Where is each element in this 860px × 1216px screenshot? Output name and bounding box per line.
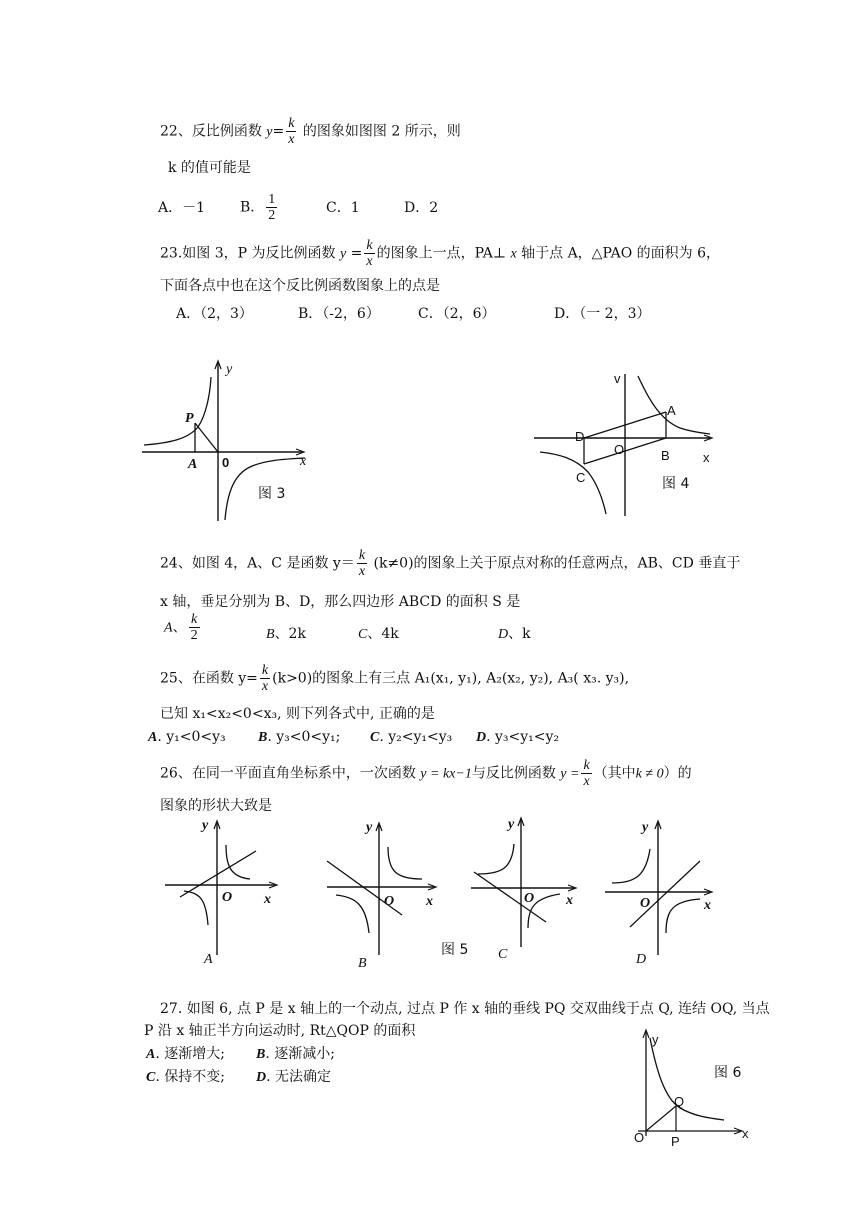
q23-option-c: C．（2，6） [418, 306, 496, 322]
fig5-option-b [322, 815, 447, 970]
q24-option-a [164, 612, 202, 643]
q27-option-a [146, 1045, 225, 1064]
fig6-hyperbola [650, 1038, 724, 1120]
q25-option-c [370, 728, 452, 747]
q23-option-d: D．（一 2，3） [554, 306, 651, 322]
q25-line2: 已知 x₁<x₂<0<x₃, 则下列各式中, 正确的是 [160, 706, 435, 722]
q27-option-a-text: . 逐渐增大; [155, 1046, 225, 1062]
q27-line1: 27. 如图 6, 点 P 是 x 轴上的一个动点, 过点 P 作 x 轴的垂线 PQ 交双曲线于点 Q, 连结 OQ, 当点 [160, 1001, 770, 1017]
fig5a-label-x: x [264, 892, 271, 907]
q22-option-b-num: 1 [268, 192, 276, 207]
fig5d-label: D [636, 952, 647, 967]
q24-option-d [498, 625, 531, 644]
q23-y: y [339, 246, 347, 262]
fig5b-hyperbola-left [336, 895, 369, 933]
fig4-caption: 图 4 [662, 476, 690, 492]
q24-numerator: k [358, 548, 366, 563]
q26-line2: 图象的形状大致是 [160, 798, 272, 814]
q24-option-d-text: 、k [508, 626, 531, 642]
figure-3 [140, 355, 315, 525]
q26-fraction [581, 758, 591, 789]
q27-option-d-text: . 无法确定 [266, 1069, 332, 1085]
q26-stem [160, 758, 692, 789]
q22-option-c: C．1 [326, 200, 360, 216]
q25-fraction [260, 663, 270, 694]
q25-option-c-text: . y₂<y₁<y₃ [379, 729, 453, 745]
q22-text-a: 22、反比例函数 [160, 123, 262, 140]
q27-option-c-prefix: C [146, 1070, 156, 1085]
fig4-label-y: v [614, 371, 621, 386]
fig5a-label: A [204, 952, 213, 967]
q22-y: y [266, 124, 273, 140]
fig5a-label-y: y [202, 818, 209, 833]
q27-option-d [256, 1068, 331, 1087]
fig3-label-x: x [300, 454, 307, 469]
q25-option-b [258, 728, 340, 747]
fig5b-label-y: y [366, 820, 373, 835]
fig5b-label-x: x [426, 894, 433, 909]
q24-text-a: 24、如图 4，A、C 是函数 y＝ [160, 555, 355, 572]
q24-option-d-prefix: D [498, 627, 509, 642]
fig6-segment-oq [646, 1106, 676, 1131]
q27-option-b-text: . 逐渐减小; [265, 1046, 335, 1062]
q22-option-b-den: 2 [268, 208, 276, 223]
q25-stem [160, 663, 629, 694]
fig4-label-b: B [661, 448, 670, 463]
q25-text-b: (k>0)的图象上有三点 A₁(x₁, y₁), A₂(x₂, y₂), A₃( x₃. y₃), [272, 670, 630, 687]
q25-option-a-prefix: A [148, 730, 158, 745]
fig5d-hyperbola-left [612, 849, 650, 883]
q27-option-c-text: . 保持不变; [155, 1069, 225, 1085]
q22-eq: = [272, 123, 285, 140]
q22-line2: k 的值可能是 [168, 160, 251, 176]
q27-option-b [256, 1045, 335, 1064]
q26-text-a: 26、在同一平面直角坐标系中，一次函数 [160, 765, 416, 782]
q22-option-b-prefix: B． [240, 199, 265, 216]
fig4-label-a: A [667, 403, 676, 418]
q24-option-c [358, 625, 399, 644]
fig5d-label-x: x [704, 898, 711, 913]
q27-line2: P 沿 x 轴正半方向运动时, Rt△QOP 的面积 [144, 1023, 416, 1039]
q25-numerator: k [261, 663, 269, 678]
q23-option-a: A．（2，3） [176, 306, 253, 322]
q24-text-b: (k≠0)的图象上关于原点对称的任意两点，AB、CD 垂直于 [373, 555, 741, 572]
fig3-label-p: P [185, 411, 194, 426]
q22-option-d: D．2 [404, 200, 439, 216]
q23-x: x [510, 246, 517, 262]
figure-4 [530, 368, 725, 518]
fig5b-label-o: O [384, 894, 395, 909]
q23-text-c: 轴于点 A，△PAO 的面积为 6， [521, 245, 720, 262]
q26-text-d: ）的 [663, 765, 692, 782]
q22-option-b-fraction [266, 192, 277, 223]
q23-line2: 下面各点中也在这个反比例函数图象上的点是 [160, 278, 440, 294]
fig6-label-p: P [671, 1134, 680, 1149]
q24-option-a-prefix: A [164, 620, 173, 636]
fig5a-hyperbola-left [184, 891, 208, 925]
fig5c-hyperbola-left [478, 844, 514, 874]
fig5c-label-x: x [566, 893, 573, 908]
q23-option-b: B．（-2，6） [298, 306, 380, 322]
q23-denominator: x [366, 254, 373, 269]
q27-option-a-prefix: A [146, 1047, 156, 1062]
q26-numerator: k [583, 758, 590, 773]
fig5-option-d [600, 815, 725, 970]
fig3-label-a: A [188, 457, 198, 472]
q24-option-b-prefix: B [266, 627, 275, 642]
fig4-label-d: D [575, 429, 585, 444]
fig5c-line [474, 872, 546, 922]
q24-option-c-text: 、4k [367, 626, 399, 642]
fig5d-hyperbola-right [666, 899, 700, 933]
fig3-branch-upper-left [144, 377, 211, 445]
q24-stem [160, 548, 740, 579]
q23-stem [160, 238, 720, 269]
fig3-caption: 图 3 [258, 486, 286, 502]
fig3-label-y: y [226, 362, 233, 377]
fig5d-label-y: y [642, 820, 649, 835]
fig5-option-c [466, 812, 591, 967]
fig4-label-o: O [614, 442, 625, 457]
fig5a-line [180, 851, 256, 897]
fig3-segment-po [195, 423, 218, 452]
fig4-label-x: x [703, 450, 710, 465]
q23-eq: = [350, 245, 363, 262]
q25-option-a [148, 728, 226, 747]
q26-y-eq: y = [560, 766, 580, 782]
q26-condition: k ≠ 0 [635, 766, 664, 782]
q24-denominator: x [358, 564, 366, 579]
q27-option-d-prefix: D [256, 1070, 267, 1085]
q26-text-c: （其中 [593, 765, 636, 782]
q26-text-b: 与反比例函数 [471, 765, 556, 782]
q23-fraction [364, 238, 374, 269]
q25-option-a-text: . y₁<0<y₃ [157, 729, 226, 745]
fig6-caption: 图 6 [714, 1065, 742, 1081]
q27-option-b-prefix: B [256, 1047, 266, 1062]
q24-option-b-text: 、2k [274, 626, 306, 642]
q25-text-a: 25、在函数 y= [160, 670, 258, 687]
q22-numerator: k [288, 116, 295, 131]
q23-text-a: 23.如图 3，P 为反比例函数 [160, 245, 336, 262]
q22-option-b [240, 192, 279, 223]
fig5d-label-o: O [640, 896, 651, 911]
fig5d-line [630, 861, 700, 927]
fig6-label-x: x [742, 1126, 749, 1141]
fig6-label-q: Q [674, 1094, 685, 1109]
fig5-caption: 图 5 [441, 942, 469, 958]
q24-option-a-num: k [189, 612, 200, 628]
figure-6 [628, 1028, 758, 1153]
q22-denominator: x [288, 132, 295, 147]
fig4-label-c: C [576, 470, 586, 485]
q25-option-d-prefix: D [476, 730, 487, 745]
fig5a-label-o: O [222, 890, 233, 905]
q26-linear-eq: y = kx−1 [420, 766, 472, 782]
q25-option-c-prefix: C [370, 730, 380, 745]
fig6-label-o: O [634, 1130, 645, 1145]
fig3-label-o: 0 [222, 455, 230, 470]
q24-option-a-den: 2 [190, 628, 198, 643]
q22-fraction [286, 116, 296, 147]
q23-text-b: 的图象上一点，PA⊥ [376, 245, 506, 262]
q25-option-b-prefix: B [258, 730, 268, 745]
q25-option-b-text: . y₃<0<y₁; [267, 729, 341, 745]
q22-option-a: A．－1 [158, 200, 206, 216]
q24-option-c-prefix: C [358, 627, 368, 642]
fig5b-label: B [358, 956, 367, 971]
fig5c-label: C [498, 947, 508, 962]
q24-option-a-fraction [189, 612, 200, 643]
q25-option-d [476, 728, 559, 747]
q24-option-b [266, 625, 306, 644]
q25-option-d-text: . y₃<y₁<y₂ [486, 729, 560, 745]
q22-text-b: 的图象如图图 2 所示，则 [302, 123, 461, 140]
fig6-label-y: y [652, 1032, 659, 1047]
fig5-option-a [160, 815, 285, 970]
q27-option-c [146, 1068, 225, 1087]
q24-fraction [357, 548, 367, 579]
q24-option-a-sep: 、 [172, 619, 187, 636]
fig5c-label-o: O [524, 891, 535, 906]
fig5b-hyperbola-right [388, 847, 422, 879]
fig4-branch-lower-left [540, 452, 606, 514]
q25-denominator: x [261, 679, 269, 694]
q23-numerator: k [366, 238, 373, 253]
q26-denominator: x [583, 774, 590, 789]
fig5c-label-y: y [508, 817, 515, 832]
q22-stem [160, 116, 461, 147]
q24-line2: x 轴，垂足分别为 B、D，那么四边形 ABCD 的面积 S 是 [160, 594, 521, 610]
